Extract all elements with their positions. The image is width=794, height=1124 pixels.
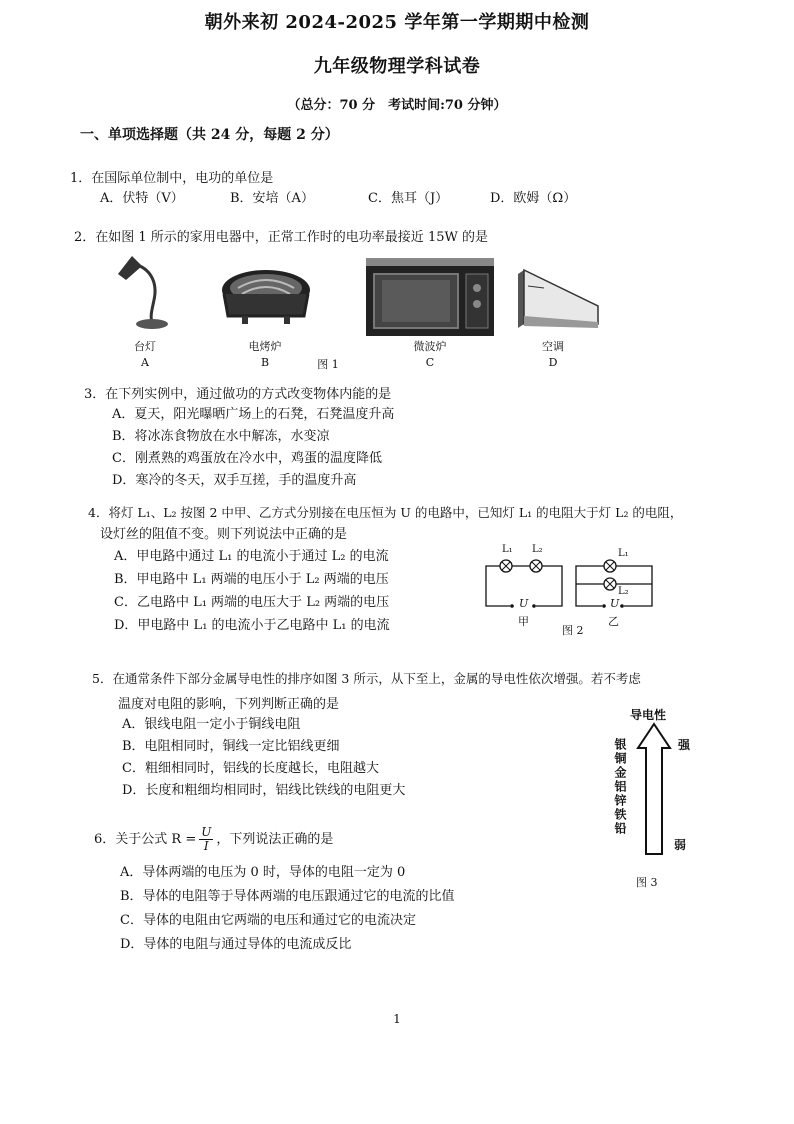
figure-1-caption: 图 1 — [317, 358, 339, 371]
circuit-a-voltage-label: U — [519, 597, 529, 610]
exam-title: 朝外来初 2024-2025 学年第一学期期中检测 — [204, 12, 590, 33]
q5-stem-continued: 温度对电阻的影响，下列判断正确的是 — [118, 697, 340, 712]
figure-2-caption: 图 2 — [562, 624, 584, 637]
circuit-a-l2-label: L₂ — [532, 544, 543, 555]
q2-item-c-name: 微波炉 — [413, 340, 447, 353]
microwave-image — [364, 254, 496, 338]
formula-fraction — [199, 826, 213, 853]
circuit-a-l1-label: L₁ — [502, 544, 513, 555]
q3-option-b: B．将冰冻食物放在水中解冻，水变凉 — [112, 429, 330, 444]
q4-option-a: A．甲电路中通过 L₁ 的电流小于通过 L₂ 的电流 — [114, 549, 389, 564]
circuit-b-l1-label: L₁ — [618, 548, 629, 559]
formula-numerator: U — [201, 825, 212, 839]
q2-stem: 2．在如图 1 所示的家用电器中，正常工作时的电功率最接近 15W 的是 — [74, 230, 488, 245]
q2-item-b-letter: B — [260, 356, 270, 369]
q2-item-a-letter: A — [141, 356, 149, 369]
q4-stem: 4．将灯 L₁、L₂ 按图 2 中甲、乙方式分别接在电压恒为 U 的电路中，已知灯 L₁ 的电阻大于灯 L₂ 的电阻， — [88, 505, 683, 520]
q5-option-a: A．银线电阻一定小于铜线电阻 — [122, 717, 301, 732]
strong-label: 强 — [678, 738, 691, 752]
q2-item-c-letter: C — [425, 356, 435, 369]
q6-option-c: C．导体的电阻由它两端的电压和通过它的电流决定 — [120, 913, 416, 928]
figure-3-caption: 图 3 — [636, 876, 658, 889]
circuit-a-caption: 甲 — [518, 615, 529, 628]
q6-option-b: B．导体的电阻等于导体两端的电压跟通过它的电流的比值 — [120, 889, 455, 904]
q2-item-b-name: 电烤炉 — [248, 340, 282, 353]
circuit-b-caption: 乙 — [608, 615, 619, 628]
q2-item-a-name: 台灯 — [134, 340, 156, 353]
q4-stem-continued: 设灯丝的阻值不变。则下列说法中正确的是 — [100, 527, 348, 542]
q2-item-d-letter: D — [548, 356, 558, 369]
q6-stem-before: 6．关于公式 R = — [94, 832, 197, 847]
q6-stem — [94, 826, 333, 854]
q5-option-d: D．长度和粗细均相同时，铝线比铁线的电阻更大 — [122, 783, 406, 798]
q5-stem: 5．在通常条件下部分金属导电性的排序如图 3 所示，从下至上，金属的导电性依次增强。若不考虑 — [92, 671, 641, 686]
q1-stem: 1．在国际单位制中，电功的单位是 — [70, 171, 274, 186]
conductivity-title: 导电性 — [630, 708, 667, 722]
q3-stem: 3．在下列实例中，通过做功的方式改变物体内能的是 — [84, 387, 392, 402]
q3-option-a: A．夏天，阳光曝晒广场上的石凳，石凳温度升高 — [112, 407, 395, 422]
q5-option-c: C．粗细相同时，铝线的长度越长，电阻越大 — [122, 761, 379, 776]
weak-label: 弱 — [674, 838, 687, 852]
q3-option-d: D．寒冷的冬天，双手互搓，手的温度升高 — [112, 473, 357, 488]
electric-grill-image — [218, 264, 314, 330]
exam-meta: （总分：70 分 考试时间:70 分钟） — [287, 98, 507, 113]
conductivity-arrow — [636, 722, 672, 858]
q4-option-b: B．甲电路中 L₁ 两端的电压小于 L₂ 两端的电压 — [114, 572, 389, 587]
circuit-b-l2-label: L₂ — [618, 586, 629, 597]
metal-list: 银铜金铝锌铁铅 — [613, 738, 627, 836]
q5-option-b: B．电阻相同时，铜线一定比铝线更细 — [122, 739, 340, 754]
q4-option-d: D．甲电路中 L₁ 的电流小于乙电路中 L₁ 的电流 — [114, 618, 390, 633]
q6-option-d: D．导体的电阻与通过导体的电流成反比 — [120, 937, 352, 952]
q6-option-a: A．导体两端的电压为 0 时，导体的电阻一定为 0 — [120, 865, 406, 880]
q3-option-c: C．刚煮熟的鸡蛋放在冷水中，鸡蛋的温度降低 — [112, 451, 382, 466]
formula-denominator: I — [203, 839, 209, 853]
q1-option-b: B．安培（A） — [230, 191, 314, 206]
desk-lamp-image — [112, 252, 176, 332]
exam-subtitle: 九年级物理学科试卷 — [313, 56, 481, 77]
air-conditioner-image — [514, 266, 602, 334]
circuit-b-voltage-label: U — [610, 597, 620, 610]
section-heading: 一、单项选择题（共 24 分，每题 2 分） — [80, 127, 339, 143]
q6-stem-after: ，下列说法正确的是 — [216, 832, 334, 847]
q2-item-d-name: 空调 — [542, 340, 564, 353]
q1-option-a: A．伏特（V） — [100, 191, 184, 206]
q1-option-d: D．欧姆（Ω） — [490, 191, 577, 206]
q4-option-c: C．乙电路中 L₁ 两端的电压大于 L₂ 两端的电压 — [114, 595, 390, 610]
page-number: 1 — [393, 1012, 401, 1026]
q1-option-c: C．焦耳（J） — [368, 191, 449, 206]
